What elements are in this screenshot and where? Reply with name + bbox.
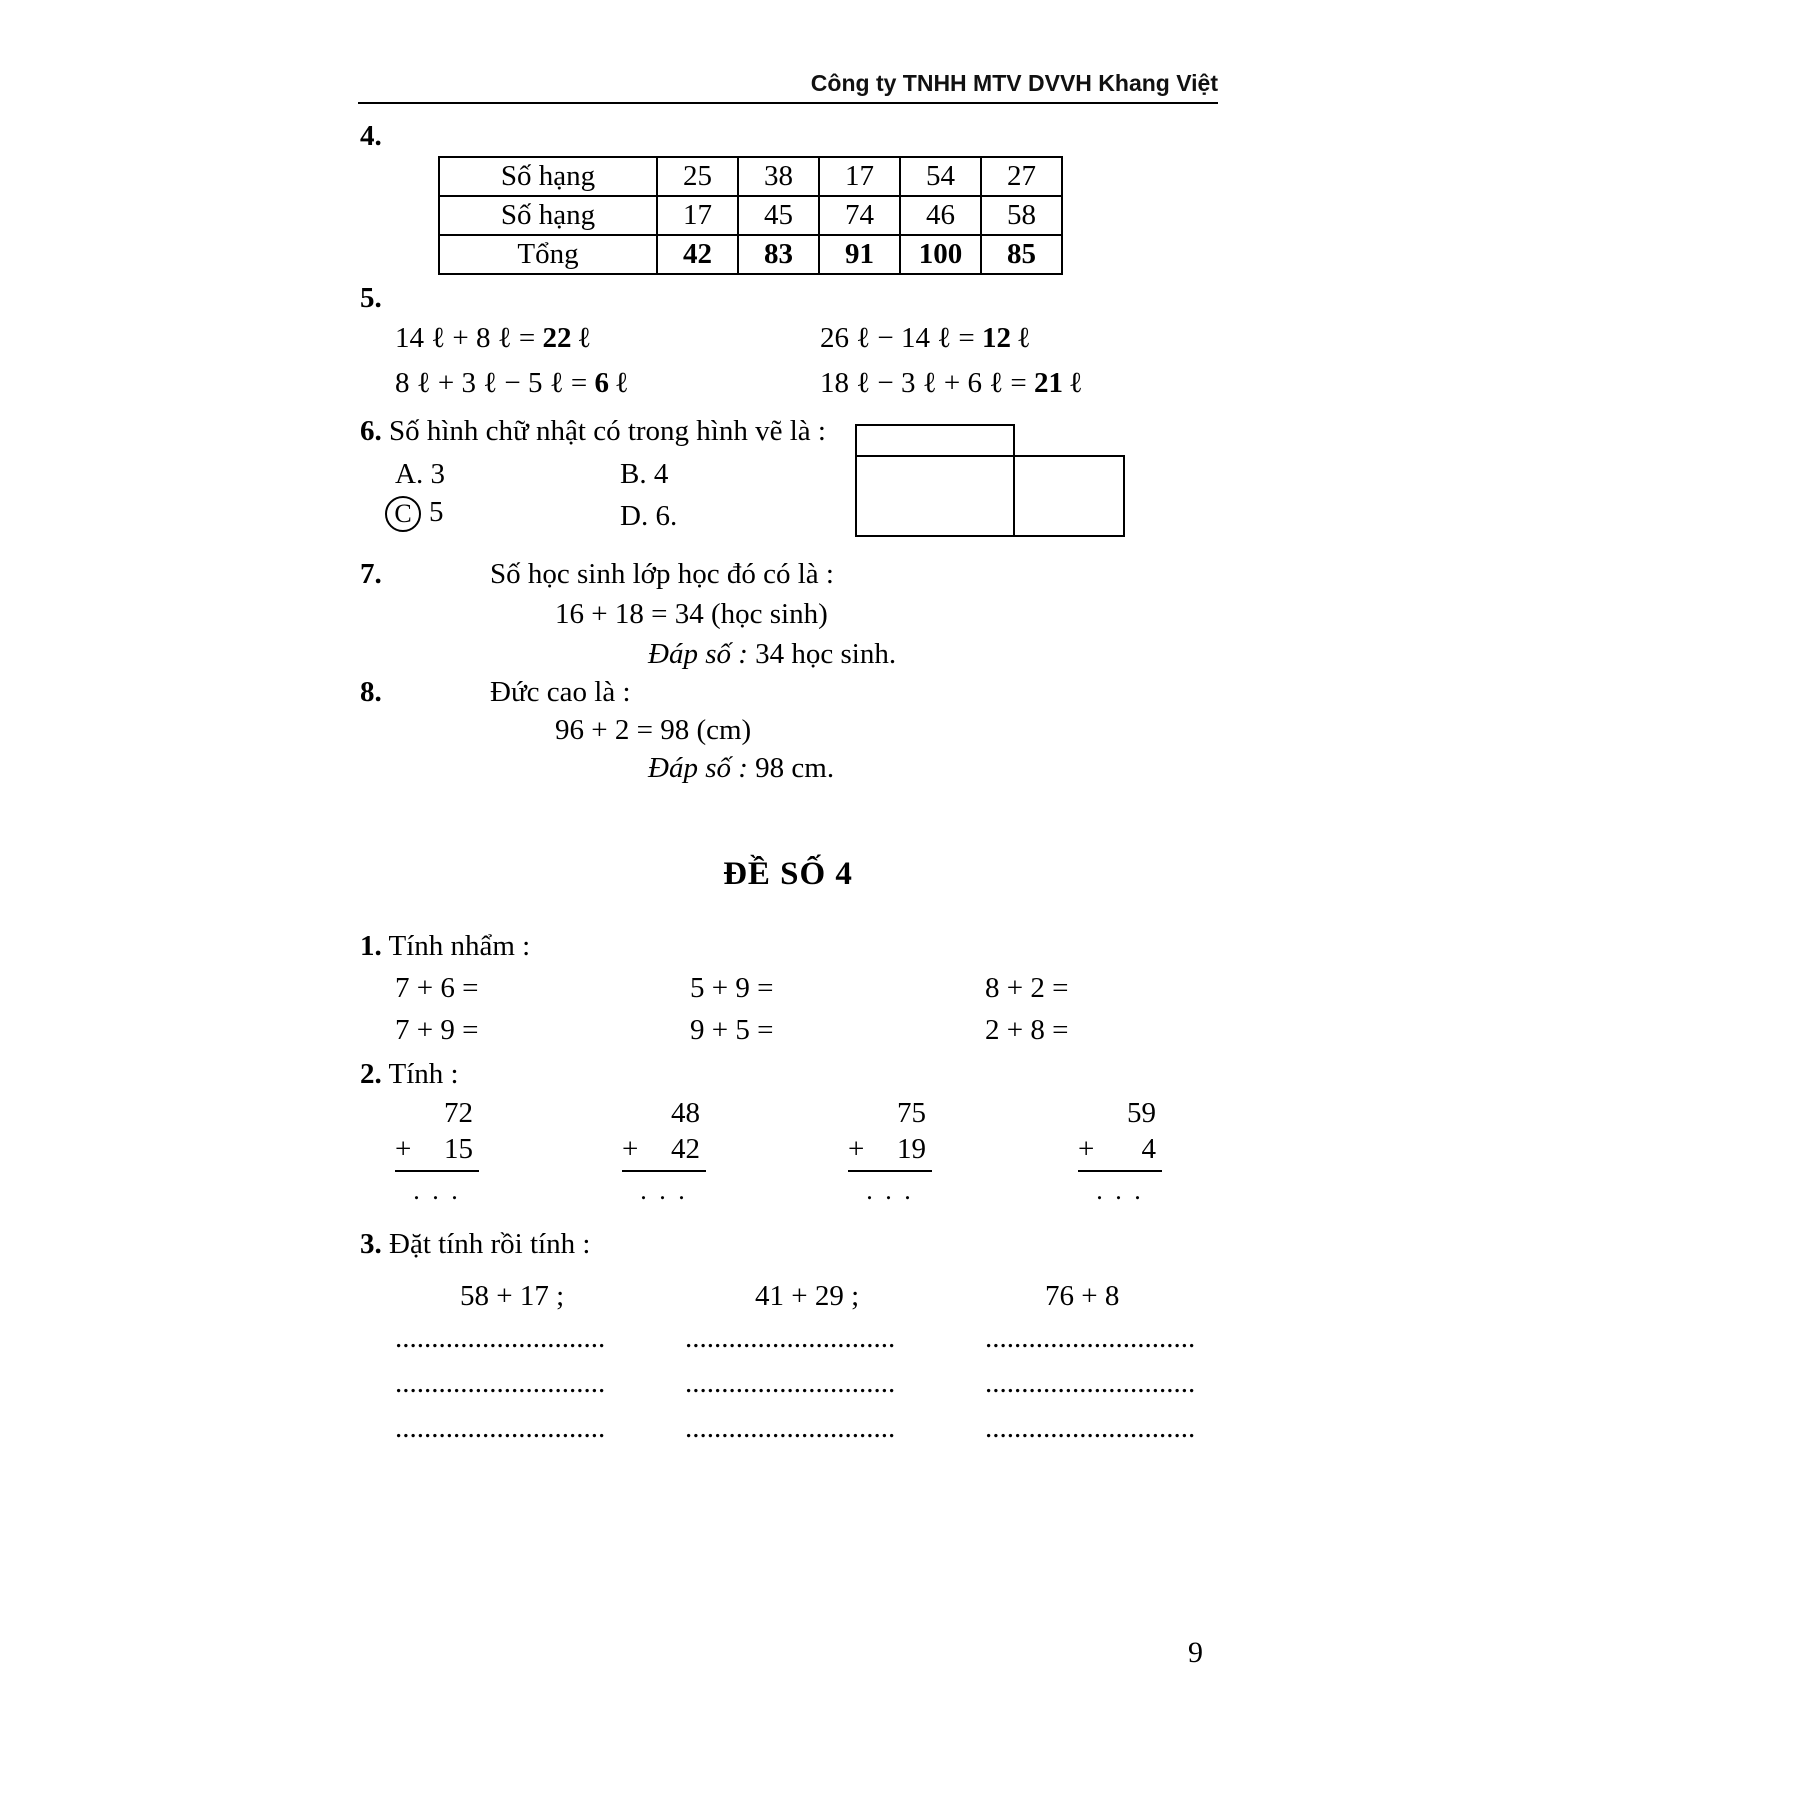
answer-dotted-line: ............................. — [685, 1322, 896, 1354]
plus-sign: + — [1078, 1133, 1095, 1165]
answer-ellipsis: . . . — [640, 1176, 688, 1205]
addend-bottom: 19 — [897, 1133, 926, 1165]
plus-sign: + — [848, 1133, 865, 1165]
addend-bottom: 4 — [1141, 1133, 1156, 1165]
addend-top: 48 — [671, 1097, 700, 1129]
addend-bottom: 42 — [671, 1133, 700, 1165]
row-label: Số hạng — [439, 196, 657, 235]
item7-calculation: 16 + 18 = 34 (học sinh) — [555, 598, 828, 630]
equation-text: 26 ℓ − 14 ℓ = — [820, 322, 982, 354]
table-cell: 74 — [819, 196, 900, 235]
question-text: Số hình chữ nhật có trong hình vẽ là : — [389, 415, 826, 447]
table-cell: 38 — [738, 157, 819, 196]
sum-line — [622, 1170, 706, 1172]
plus-sign: + — [395, 1133, 412, 1165]
figure-small-rectangle — [855, 424, 1015, 457]
table-row — [439, 196, 1062, 235]
answer-label: Đáp số : — [648, 638, 748, 670]
addend-top: 72 — [444, 1097, 473, 1129]
table-row — [439, 235, 1062, 274]
equation-answer: 6 ℓ — [594, 367, 628, 399]
ex3-expression: 58 + 17 ; — [460, 1280, 565, 1312]
option-c-value: 5 — [429, 496, 444, 528]
table-cell: 46 — [900, 196, 981, 235]
sum-line — [1078, 1170, 1162, 1172]
plus-sign: + — [622, 1133, 639, 1165]
item7-answer — [648, 638, 896, 671]
equation — [820, 322, 1029, 355]
table-cell: 25 — [657, 157, 738, 196]
ex1-heading — [360, 930, 530, 963]
row-label: Tổng — [439, 235, 657, 274]
equation-text: 8 ℓ + 3 ℓ − 5 ℓ = — [395, 367, 595, 399]
answer-dotted-line: ............................. — [685, 1412, 896, 1444]
section-title: ĐỀ SỐ 4 — [723, 856, 853, 892]
item4-number: 4. — [360, 120, 382, 152]
answer-value: 34 học sinh. — [755, 638, 897, 670]
answer-dotted-line: ............................. — [395, 1412, 606, 1444]
ex1-title: Tính nhẩm : — [388, 930, 531, 962]
table-cell: 27 — [981, 157, 1062, 196]
table-cell: 85 — [981, 235, 1062, 274]
table-cell: 100 — [900, 235, 981, 274]
answer-dotted-line: ............................. — [985, 1367, 1196, 1399]
sum-line — [848, 1170, 932, 1172]
equation — [395, 322, 590, 355]
figure-divider-line — [1013, 455, 1015, 537]
equation-answer: 22 ℓ — [542, 322, 590, 354]
mental-math-expression: 8 + 2 = — [985, 972, 1069, 1004]
answer-ellipsis: . . . — [413, 1176, 461, 1205]
answer-dotted-line: ............................. — [985, 1412, 1196, 1444]
item8-statement: Đức cao là : — [490, 676, 631, 708]
answer-dotted-line: ............................. — [985, 1322, 1196, 1354]
option-a: A. 3 — [395, 458, 445, 490]
header-divider — [358, 102, 1218, 104]
option-b: B. 4 — [620, 458, 669, 490]
ex3-expression: 41 + 29 ; — [755, 1280, 860, 1312]
equation — [820, 367, 1081, 400]
mental-math-expression: 2 + 8 = — [985, 1014, 1069, 1046]
column-addition — [848, 1095, 932, 1206]
page-number: 9 — [1188, 1636, 1203, 1669]
addend-bottom: 15 — [444, 1133, 473, 1165]
table-cell: 42 — [657, 235, 738, 274]
equation-answer: 12 ℓ — [982, 322, 1030, 354]
ex2-title: Tính : — [388, 1058, 459, 1090]
item8-answer — [648, 752, 834, 785]
table-cell: 45 — [738, 196, 819, 235]
equation-text: 14 ℓ + 8 ℓ = — [395, 322, 543, 354]
item8-calculation: 96 + 2 = 98 (cm) — [555, 714, 752, 746]
equation-text: 18 ℓ − 3 ℓ + 6 ℓ = — [820, 367, 1034, 399]
item6-number: 6. — [360, 415, 382, 447]
table-cell: 83 — [738, 235, 819, 274]
table-row — [439, 157, 1062, 196]
option-c-letter: C — [394, 499, 412, 529]
ex1-number: 1. — [360, 930, 382, 962]
ex3-heading — [360, 1228, 590, 1261]
item4-sum-table — [438, 156, 1063, 275]
equation-answer: 21 ℓ — [1034, 367, 1082, 399]
option-c — [385, 496, 444, 532]
answer-value: 98 cm. — [755, 752, 835, 784]
ex3-number: 3. — [360, 1228, 382, 1260]
row-label: Số hạng — [439, 157, 657, 196]
item7-number: 7. — [360, 558, 382, 590]
column-addition — [1078, 1095, 1162, 1206]
ex3-title: Đặt tính rồi tính : — [389, 1228, 591, 1260]
answer-ellipsis: . . . — [866, 1176, 914, 1205]
table-cell: 54 — [900, 157, 981, 196]
item7-statement: Số học sinh lớp học đó có là : — [490, 558, 834, 590]
answer-dotted-line: ............................. — [685, 1367, 896, 1399]
sum-line — [395, 1170, 479, 1172]
option-d: D. 6. — [620, 500, 678, 532]
ex2-number: 2. — [360, 1058, 382, 1090]
answer-dotted-line: ............................. — [395, 1367, 606, 1399]
item5-number: 5. — [360, 282, 382, 314]
circled-answer-marker — [385, 496, 421, 532]
item8-number: 8. — [360, 676, 382, 708]
answer-ellipsis: . . . — [1096, 1176, 1144, 1205]
mental-math-expression: 7 + 6 = — [395, 972, 479, 1004]
equation — [395, 367, 627, 400]
ex2-heading — [360, 1058, 459, 1091]
mental-math-expression: 5 + 9 = — [690, 972, 774, 1004]
rectangles-figure — [855, 424, 1127, 536]
table-cell: 91 — [819, 235, 900, 274]
figure-big-rectangle — [855, 455, 1125, 537]
table-cell: 17 — [819, 157, 900, 196]
header-company-name: Công ty TNHH MTV DVVH Khang Việt — [810, 70, 1218, 96]
table-cell: 17 — [657, 196, 738, 235]
answer-label: Đáp số : — [648, 752, 748, 784]
addend-top: 75 — [897, 1097, 926, 1129]
addend-top: 59 — [1127, 1097, 1156, 1129]
table-cell: 58 — [981, 196, 1062, 235]
item6-question — [360, 415, 826, 448]
answer-dotted-line: ............................. — [395, 1322, 606, 1354]
mental-math-expression: 7 + 9 = — [395, 1014, 479, 1046]
column-addition — [395, 1095, 479, 1206]
mental-math-expression: 9 + 5 = — [690, 1014, 774, 1046]
ex3-expression: 76 + 8 — [1045, 1280, 1120, 1312]
column-addition — [622, 1095, 706, 1206]
